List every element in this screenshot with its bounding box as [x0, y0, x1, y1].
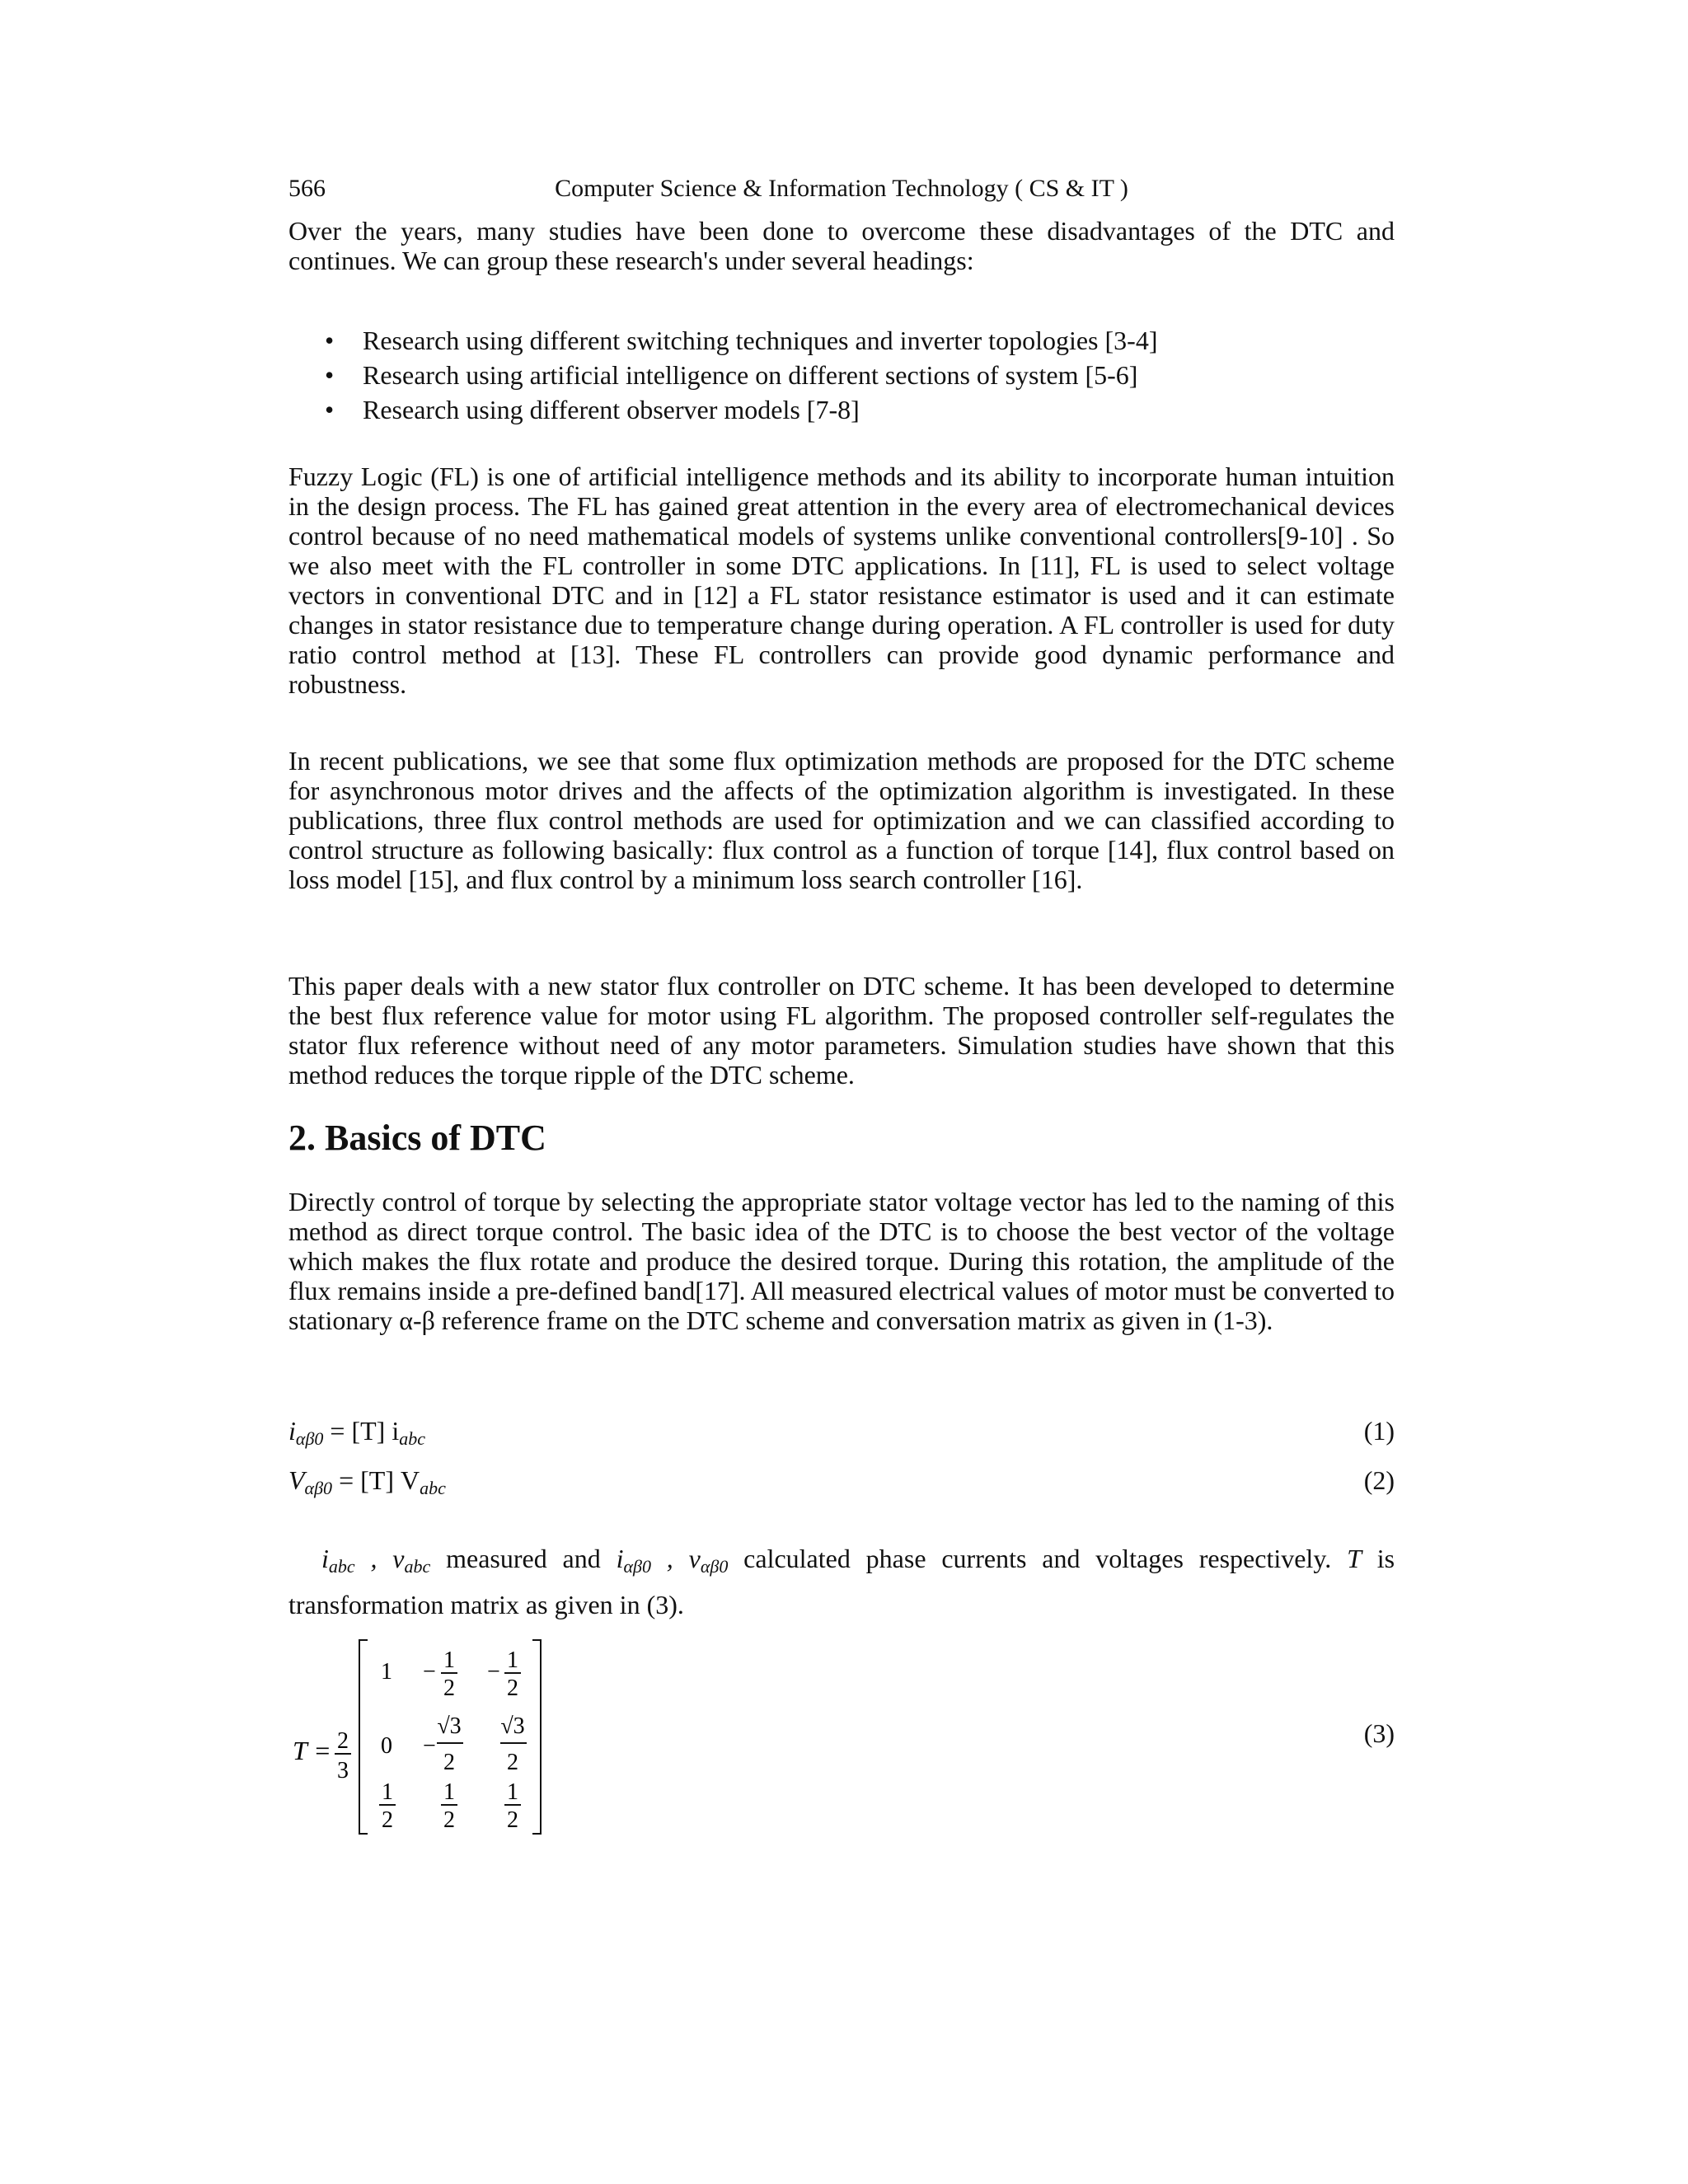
equation-number: (3) — [1363, 1718, 1395, 1748]
matrix-cell: − — [487, 1659, 500, 1685]
page-number: 566 — [288, 175, 326, 202]
svg-text:2: 2 — [443, 1750, 455, 1775]
section-heading: 2. Basics of DTC — [288, 1118, 546, 1158]
svg-text:2: 2 — [507, 1750, 518, 1775]
left-bracket — [359, 1640, 368, 1834]
running-header — [288, 175, 1395, 208]
flux-optimization-paragraph: In recent publications, we see that some flux optimization methods are proposed for the DTC scheme for asynchronous motor drives and the affects of the optimization algorithm is investigated. In these publications, three flux control methods are used for optimization and we can classified according to control structure as following basically: flux control as a function of torque [14], flux control based on loss model [15], and flux control by a minimum loss search controller [16]. — [288, 746, 1395, 894]
fuzzy-logic-paragraph: Fuzzy Logic (FL) is one of artificial intelligence methods and its ability to incorporate human intuition in the design process. The FL has gained great attention in the every area of electromechanical devices control because of no need mathematical models of systems unlike conventional controllers[9-10] . So we also meet with the FL controller in some DTC applications. In [11], FL is used to select voltage vectors in conventional DTC and in [12] a FL stator resistance estimator is used and it can estimate changes in stator resistance due to temperature change during operation. A FL controller is used for duty ratio control method at [13]. These FL controllers can provide good dynamic performance and robustness. — [288, 462, 1395, 699]
journal-title: Computer Science & Information Technology ( CS & IT ) — [555, 175, 1128, 202]
intro-paragraph-1: Over the years, many studies have been done to overcome these disadvantages of the DTC and continues. We can group these research's under several headings: — [288, 216, 1395, 275]
matrix-cell: 0 — [381, 1733, 392, 1759]
equation-1: $i_{\alpha\beta 0} = [T]$ $i_{abc}$ (1) — [288, 1416, 1395, 1449]
matrix-lhs: T = — [293, 1736, 331, 1765]
bullet-item: • Research using different switching techniques and inverter topologies [3-4] — [325, 323, 1396, 358]
bullet-item: • Research using artificial intelligence on different sections of system [5-6] — [325, 358, 1396, 392]
coef-numerator: 2 — [337, 1728, 349, 1754]
paper-summary-paragraph: This paper deals with a new stator flux controller on DTC scheme. It has been developed to determine the best flux reference value for motor using FL algorithm. The proposed controller self-regulates the stator flux reference without need of any motor parameters. Simulation studies have shown that this method reduces the torque ripple of the DTC scheme. — [288, 971, 1395, 1090]
svg-text:1: 1 — [443, 1647, 455, 1673]
right-bracket — [532, 1640, 541, 1834]
dtc-basics-paragraph: Directly control of torque by selecting the appropriate stator voltage vector has led to the naming of this method as direct torque control. The basic idea of the DTC is to choose the best vector of the voltage which makes the flux rotate and produce the desired torque. During this rotation, the amplitude of the flux remains inside a pre-defined band[17]. All measured electrical values of motor must be converted to stationary α-β reference frame on the DTC scheme and conversation matrix as given in (1-3). — [288, 1187, 1395, 1335]
svg-text:2: 2 — [507, 1807, 518, 1833]
equation-number: (2) — [1363, 1465, 1395, 1495]
equation-3 — [288, 1636, 1395, 1842]
bullet-dot-icon: • — [325, 326, 335, 355]
matrix-cell: 1 — [382, 1779, 393, 1805]
transformation-matrix — [288, 1636, 618, 1842]
bullet-dot-icon: • — [325, 360, 335, 390]
equation-2: $V_{\alpha\beta 0} = [T]$ $V_{abc}$ (2) — [288, 1465, 1395, 1498]
svg-text:2: 2 — [507, 1675, 518, 1701]
research-bullet-list — [325, 323, 1396, 427]
coef-denominator: 3 — [337, 1758, 349, 1783]
svg-text:2: 2 — [443, 1807, 455, 1833]
bullet-item: • Research using different observer models [7-8] — [325, 392, 1396, 427]
matrix-cell: − — [423, 1659, 436, 1685]
svg-text:2: 2 — [443, 1675, 455, 1701]
bullet-dot-icon: • — [325, 395, 335, 424]
svg-text:√3: √3 — [437, 1713, 462, 1739]
matrix-cell: 1 — [443, 1779, 455, 1805]
matrix-cell: 1 — [507, 1779, 518, 1805]
variables-paragraph: $i_{abc}$ , $v_{abc}$ measured and $i_{\alpha\beta 0}$ , $v_{\alpha\beta 0}$ calculated phase currents and voltages respectively. T is transformation matrix as given in (3). — [288, 1544, 1395, 1619]
equation-number: (1) — [1363, 1416, 1395, 1446]
svg-text:2: 2 — [382, 1807, 393, 1833]
matrix-cell: − — [423, 1733, 436, 1759]
matrix-cell: √3 — [500, 1713, 525, 1739]
matrix-cell: 1 — [381, 1659, 392, 1685]
svg-text:1: 1 — [507, 1647, 518, 1673]
